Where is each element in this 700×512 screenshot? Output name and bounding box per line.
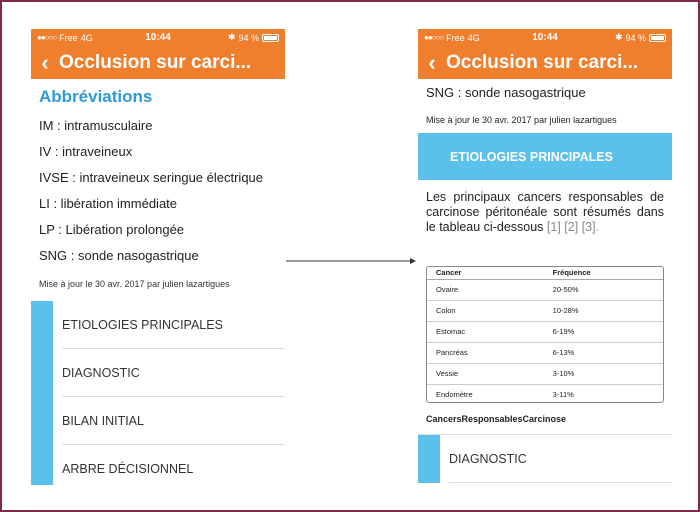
page-content xyxy=(31,87,285,295)
carrier-label: Free xyxy=(59,32,78,43)
table-cell: 20-50% xyxy=(544,279,663,300)
menu-accent-bar xyxy=(418,435,440,483)
menu-item-etiologies[interactable] xyxy=(31,301,285,349)
table-caption: CancersResponsablesCarcinose xyxy=(426,414,567,424)
abbreviation-item: IM : intramusculaire xyxy=(39,118,153,133)
abbreviation-item: SNG : sonde nasogastrique xyxy=(426,85,586,100)
abbreviation-item: IVSE : intraveineux seringue électrique xyxy=(39,170,264,185)
table-cell: Endomètre xyxy=(427,384,544,403)
table-cell: 6-13% xyxy=(544,342,663,363)
section-paragraph xyxy=(426,190,664,235)
status-bar xyxy=(31,29,285,46)
back-chevron-icon[interactable]: ‹ xyxy=(428,49,436,75)
table-row xyxy=(427,321,663,342)
menu-accent-bar xyxy=(31,349,53,397)
table-row xyxy=(427,363,663,384)
menu-accent-bar xyxy=(31,445,53,485)
abbreviations-list xyxy=(39,113,277,269)
menu-accent-bar xyxy=(31,301,53,349)
cancer-table[interactable] xyxy=(426,266,664,403)
back-chevron-icon[interactable]: ‹ xyxy=(41,49,49,75)
table-header-row xyxy=(427,267,663,279)
carrier-label: Free xyxy=(446,32,465,43)
menu-item-arbre-decisionnel[interactable] xyxy=(31,445,285,485)
bluetooth-icon: ✱ xyxy=(614,32,623,42)
reference-links[interactable]: [1] [2] [3]. xyxy=(546,220,600,234)
clock: 10:44 xyxy=(145,32,171,43)
table-cell: Estomac xyxy=(427,321,544,342)
table-cell: 3-10% xyxy=(544,363,663,384)
update-info: Mise à jour le 30 avr. 2017 par julien lazartigues xyxy=(426,115,617,125)
abbreviations-heading: Abbréviations xyxy=(39,87,153,106)
nav-bar xyxy=(418,46,672,79)
battery-percent: 94 % xyxy=(238,32,259,43)
network-label: 4G xyxy=(80,32,93,43)
frequency-table xyxy=(427,267,663,403)
signal-icon: ●●○○○ xyxy=(37,33,57,42)
menu-item-diagnostic[interactable] xyxy=(418,435,672,483)
abbreviation-item: SNG : sonde nasogastrique xyxy=(39,248,199,263)
table-row xyxy=(427,384,663,403)
battery-icon xyxy=(262,34,279,42)
menu-item-label: ETIOLOGIES PRINCIPALES xyxy=(62,301,285,349)
status-bar xyxy=(418,29,672,46)
menu-item-diagnostic[interactable] xyxy=(31,349,285,397)
menu-item-bilan-initial[interactable] xyxy=(31,397,285,445)
menu-item-label: DIAGNOSTIC xyxy=(449,435,672,483)
column-header: Fréquence xyxy=(544,267,663,279)
table-cell: 3-11% xyxy=(544,384,663,403)
table-cell: Vessie xyxy=(427,363,544,384)
section-header-etiologies[interactable]: ETIOLOGIES PRINCIPALES xyxy=(418,133,672,180)
transition-arrow-icon xyxy=(286,257,416,265)
table-cell: 6-19% xyxy=(544,321,663,342)
network-label: 4G xyxy=(467,32,480,43)
page-content xyxy=(418,83,672,483)
section-menu xyxy=(31,301,285,485)
table-cell: Colon xyxy=(427,300,544,321)
signal-icon: ●●○○○ xyxy=(424,33,444,42)
page-title: Occlusion sur carci... xyxy=(59,51,252,73)
table-row xyxy=(427,279,663,300)
table-row xyxy=(427,342,663,363)
abbreviation-item: LP : Libération prolongée xyxy=(39,222,185,237)
menu-item-label: ARBRE DÉCISIONNEL xyxy=(62,445,285,485)
battery-percent: 94 % xyxy=(625,32,646,43)
abbreviation-item: IV : intraveineux xyxy=(39,144,133,159)
menu-item-label: BILAN INITIAL xyxy=(62,397,285,445)
menu-item-label: DIAGNOSTIC xyxy=(62,349,285,397)
table-row xyxy=(427,300,663,321)
abbreviation-item: LI : libération immédiate xyxy=(39,196,178,211)
paragraph-text: Les principaux cancers responsables de carcinose péritonéale sont résumés dans le tableau ci-dessous xyxy=(426,190,664,234)
clock: 10:44 xyxy=(532,32,558,43)
table-cell: Ovaire xyxy=(427,279,544,300)
battery-icon xyxy=(649,34,666,42)
section-menu xyxy=(418,434,672,483)
table-cell: 10-28% xyxy=(544,300,663,321)
page-title: Occlusion sur carci... xyxy=(446,51,639,73)
phone-screen-left xyxy=(31,29,285,485)
menu-accent-bar xyxy=(31,397,53,445)
phone-screen-right xyxy=(418,29,672,485)
column-header: Cancer xyxy=(427,267,544,279)
nav-bar xyxy=(31,46,285,79)
table-cell: Pancréas xyxy=(427,342,544,363)
bluetooth-icon: ✱ xyxy=(227,32,236,42)
update-info: Mise à jour le 30 avr. 2017 par julien lazartigues xyxy=(39,279,230,289)
